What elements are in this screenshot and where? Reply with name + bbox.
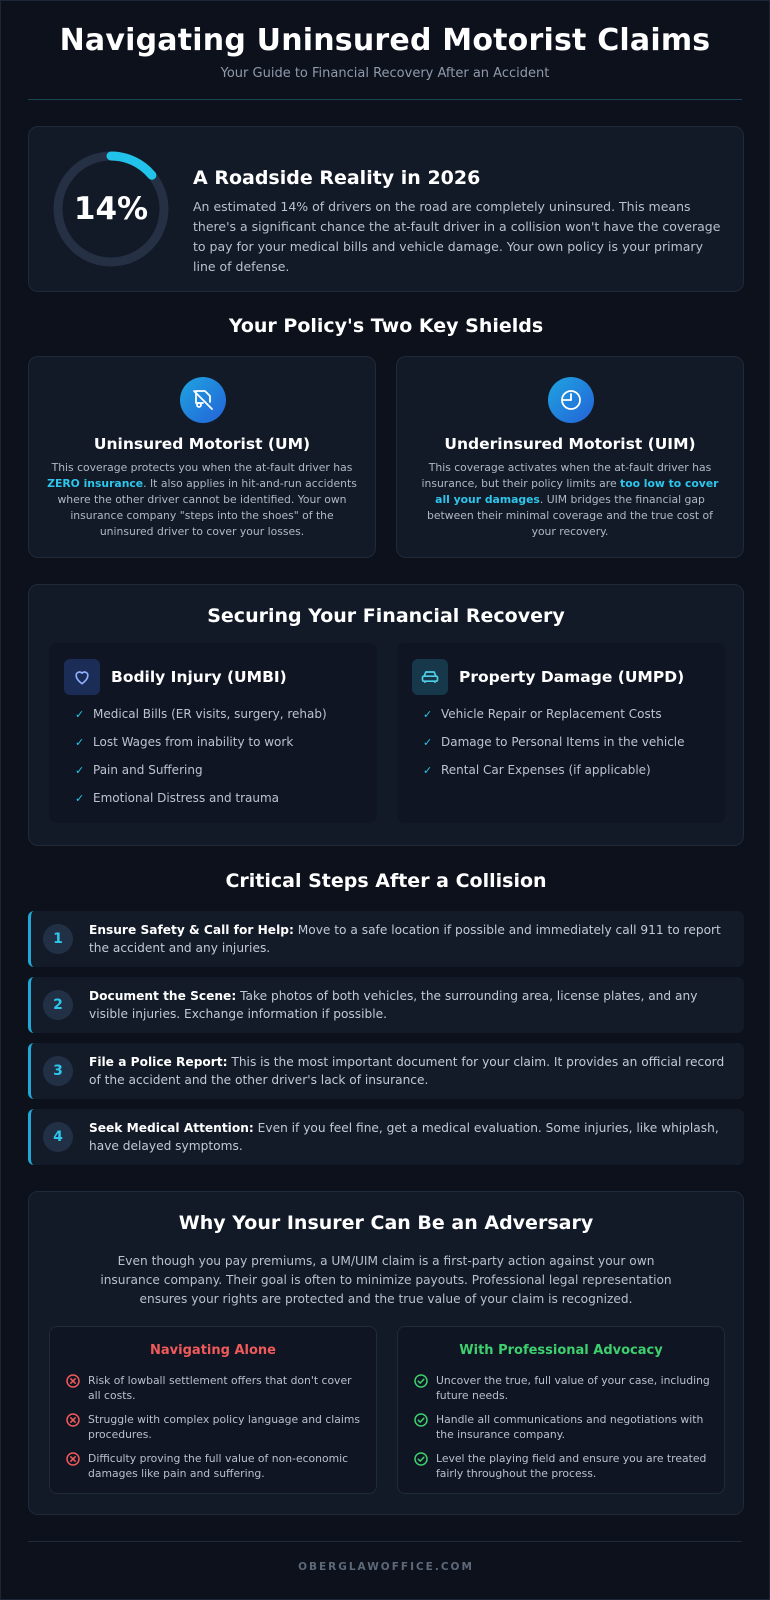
step-number: 2 <box>43 990 73 1020</box>
check-icon: ✓ <box>75 764 85 777</box>
check-circle-icon <box>414 1374 428 1388</box>
property-damage-panel <box>397 643 725 823</box>
navigating-alone-panel <box>49 1326 377 1494</box>
navigating-alone-list <box>66 1373 362 1490</box>
step-text: Ensure Safety & Call for Help: Move to a safe location if possible and immediately call 911 to report the accident and any injuries. <box>89 923 721 955</box>
uim-name: Underinsured Motorist (UIM) <box>444 435 696 453</box>
step-card-2 <box>28 977 744 1033</box>
recovery-card <box>28 584 744 846</box>
list-item: ✓ Lost Wages from inability to work <box>75 733 327 761</box>
stat-value: 14% <box>73 191 149 227</box>
car-front-icon <box>412 659 448 695</box>
check-icon: ✓ <box>423 736 433 749</box>
x-circle-icon <box>66 1413 80 1427</box>
check-icon: ✓ <box>75 792 85 805</box>
adversary-body: Even though you pay premiums, a UM/UIM claim is a first-party action against your own insurance company. Their goal is often to minimize payouts. Professional legal representation ensures your rights are protected and the true value of your claim is recognized. <box>100 1254 672 1306</box>
professional-advocacy-panel <box>397 1326 725 1494</box>
list-item: ✓ Emotional Distress and trauma <box>75 789 327 817</box>
um-name: Uninsured Motorist (UM) <box>93 435 311 453</box>
um-description: This coverage protects you when the at-fault driver has ZERO insurance. It also applies in hit-and-run accidents where the other driver cannot be identified. Your own insurance company "steps into the shoes" of the uninsured driver to cover your losses. <box>47 461 357 538</box>
stat-card <box>28 126 744 292</box>
list-item: Struggle with complex policy language and claims procedures. <box>66 1412 362 1451</box>
check-icon: ✓ <box>75 736 85 749</box>
check-circle-icon <box>414 1452 428 1466</box>
x-circle-icon <box>66 1374 80 1388</box>
list-item: ✓ Rental Car Expenses (if applicable) <box>423 761 685 789</box>
adversary-title: Why Your Insurer Can Be an Adversary <box>178 1212 594 1234</box>
page-title: Navigating Uninsured Motorist Claims <box>59 23 711 58</box>
stat-body: An estimated 14% of drivers on the road are completely uninsured. This means there's a significant chance the at-fault driver in a collision won't have the coverage to pay for your medical bills and vehicle damage. Your own policy is your primary line of defense. <box>193 199 721 274</box>
page-subtitle: Your Guide to Financial Recovery After an Accident <box>220 66 550 81</box>
step-card-3 <box>28 1043 744 1099</box>
step-number: 3 <box>43 1056 73 1086</box>
check-icon: ✓ <box>423 764 433 777</box>
uim-description: This coverage activates when the at-fault driver has insurance, but their policy limits are too low to cover all your damages. UIM bridges the financial gap between their minimal coverage and the true cost of your recovery. <box>421 461 719 538</box>
step-text: File a Police Report: This is the most important document for your claim. It provides an official record of the accident and the other driver's lack of insurance. <box>89 1055 725 1087</box>
heart-icon <box>64 659 100 695</box>
list-item: ✓ Vehicle Repair or Replacement Costs <box>423 705 685 733</box>
footer-divider <box>28 1541 742 1542</box>
check-icon: ✓ <box>75 708 85 721</box>
step-number: 1 <box>43 924 73 954</box>
list-item: Difficulty proving the full value of non-economic damages like pain and suffering. <box>66 1451 362 1490</box>
uim-card <box>396 356 744 558</box>
list-item: Level the playing field and ensure you are treated fairly throughout the process. <box>414 1451 710 1490</box>
professional-advocacy-title: With Professional Advocacy <box>459 1343 663 1358</box>
recovery-title: Securing Your Financial Recovery <box>207 605 565 627</box>
list-item: Uncover the true, full value of your case, including future needs. <box>414 1373 710 1412</box>
adversary-card <box>28 1191 744 1515</box>
list-item: ✓ Pain and Suffering <box>75 761 327 789</box>
um-card <box>28 356 376 558</box>
shields-title: Your Policy's Two Key Shields <box>228 315 544 337</box>
bodily-injury-panel <box>49 643 377 823</box>
stat-heading: A Roadside Reality in 2026 <box>193 167 481 189</box>
navigating-alone-title: Navigating Alone <box>150 1343 276 1358</box>
um-highlight: ZERO insurance <box>47 477 144 490</box>
list-item: ✓ Damage to Personal Items in the vehicle <box>423 733 685 761</box>
check-icon: ✓ <box>423 708 433 721</box>
header <box>1 1 769 81</box>
gauge-icon <box>548 377 594 423</box>
list-item: Risk of lowball settlement offers that don't cover all costs. <box>66 1373 362 1412</box>
step-card-4 <box>28 1109 744 1165</box>
bodily-injury-list <box>75 705 327 817</box>
professional-advocacy-list <box>414 1373 710 1490</box>
list-item: Handle all communications and negotiations with the insurance company. <box>414 1412 710 1451</box>
step-number: 4 <box>43 1122 73 1152</box>
check-circle-icon <box>414 1413 428 1427</box>
header-divider <box>28 99 742 100</box>
property-damage-name: Property Damage (UMPD) <box>459 668 685 686</box>
footer-site: OBERGLAWOFFICE.COM <box>298 1561 474 1573</box>
property-damage-list <box>423 705 685 789</box>
steps-title: Critical Steps After a Collision <box>225 870 547 892</box>
uim-highlight: too low to cover all your damages <box>435 477 719 506</box>
list-item: ✓ Medical Bills (ER visits, surgery, rehab) <box>75 705 327 733</box>
bodily-injury-name: Bodily Injury (UMBI) <box>111 668 287 686</box>
step-card-1 <box>28 911 744 967</box>
step-text: Seek Medical Attention: Even if you feel fine, get a medical evaluation. Some injuries, like whiplash, have delayed symptoms. <box>89 1121 719 1153</box>
step-text: Document the Scene: Take photos of both vehicles, the surrounding area, license plates, and any visible injuries. Exchange information if possible. <box>89 989 698 1021</box>
car-off-icon <box>180 377 226 423</box>
x-circle-icon <box>66 1452 80 1466</box>
